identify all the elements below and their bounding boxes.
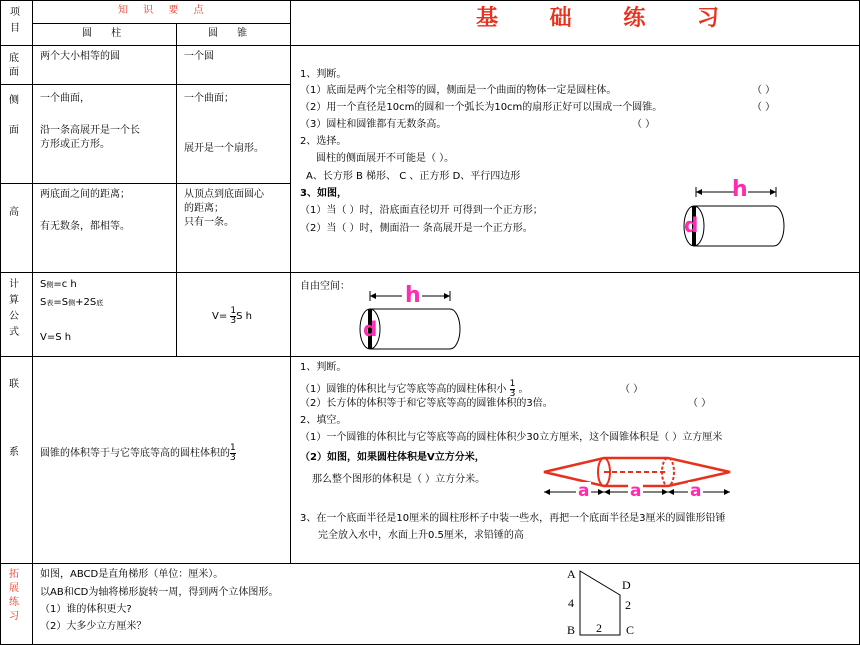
row-label-relation: 联 (9, 379, 19, 390)
side-cylinder-1: 一个曲面， (40, 93, 90, 104)
height-cone-3: 只有一条。 (184, 217, 234, 228)
p2-paren-2: （ ） (688, 398, 712, 409)
side-cone-1: 一个曲面； (184, 93, 234, 104)
row-label-extend: 拓 (9, 569, 19, 580)
base-cone: 一个圆 (184, 51, 214, 62)
header-cone: 圆 锥 (208, 28, 256, 39)
row-label-extend-2: 展 (9, 583, 19, 594)
row-label-height: 高 (9, 207, 19, 218)
height-cylinder-2: 有无数条，都相等。 (40, 221, 130, 232)
segment-a-2: a (630, 481, 642, 501)
vertex-b: B (567, 623, 576, 637)
p1-line-10: （2）当（ ）时，侧面沿一 条高展开是一个正方形。 (300, 223, 533, 234)
height-cone-1: 从顶点到底面圆心 (184, 189, 264, 200)
p1-line-3: （2）用一个直径是10cm的圆和一个弧长为10cm的扇形正好可以围成一个圆锥。 (300, 102, 663, 113)
p2-line-3: （2）长方体的体积等于和它等底等高的圆锥体积的3倍。 (300, 398, 553, 409)
row-label-base: 底 (9, 53, 19, 64)
p1-line-6: 圆柱的侧面展开不可能是（ ）。 (316, 153, 455, 164)
formula-total-area: S表=S侧+2S底 (40, 297, 104, 308)
relation-text: 圆锥的体积等于与它等底等高的圆柱体积的 $\frac{1}{3}$ (40, 442, 236, 463)
header-cylinder: 圆 柱 (82, 28, 130, 39)
practice-title: 基 础 练 习 (476, 6, 741, 31)
segment-a-1: a (578, 481, 590, 501)
header-item-label: 项 (10, 7, 20, 18)
p2-line-5: （1）一个圆锥的体积比与它等底等高的圆柱体积少30立方厘米，这个圆锥体积是（ ）立方厘米 (300, 432, 723, 443)
p2-line-9: 完全放入水中，水面上升0.5厘米，求铅锤的高 (318, 530, 524, 541)
row-label-extend-3: 练 (9, 597, 19, 608)
cylinder-height-label: h (732, 177, 748, 202)
p1-line-2: （1）底面是两个完全相等的圆，侧面是一个曲面的物体一定是圆柱体。 (300, 85, 617, 96)
row-label-formula: 计 (9, 279, 19, 290)
side-cd-length: 2 (625, 598, 631, 612)
row-label-formula-2: 算 (9, 295, 19, 306)
height-cone-2: 的距离； (184, 203, 224, 214)
row-label-relation-2: 系 (9, 447, 19, 458)
free-diameter-label: d (363, 317, 378, 341)
p1-paren-2: （ ） (752, 102, 776, 113)
header-item-label-2: 目 (10, 23, 20, 34)
base-cylinder: 两个大小相等的圆 (40, 51, 120, 62)
row-label-side: 侧 (9, 95, 19, 106)
vertex-c: C (626, 623, 635, 637)
formula-cone-volume: V= $\frac{1}{3}$ S h (212, 305, 253, 326)
p1-line-7: A、长方形 B 梯形、 C 、正方形 D、平行四边形 (306, 171, 521, 182)
side-cylinder-3: 方形或正方形。 (40, 139, 110, 150)
side-cylinder-2: 沿一条高展开是一个长 (40, 125, 140, 136)
vertex-d: D (622, 578, 631, 592)
vertex-a: A (567, 567, 576, 581)
row-label-extend-4: 习 (9, 611, 19, 622)
p2-paren-1: （ ） (620, 384, 644, 395)
p2-line-1: 1、判断。 (300, 362, 347, 373)
p1-line-1: 1、判断。 (300, 69, 347, 80)
row-label-formula-3: 公 (9, 311, 19, 322)
p1-paren-1: （ ） (752, 85, 776, 96)
p2-line-2: （1）圆锥的体积比与它等底等高的圆柱体积小 $\frac{1}{3}$ 。 (300, 378, 529, 399)
row-label-formula-4: 式 (9, 327, 19, 338)
header-knowledge: 知 识 要 点 (118, 5, 210, 16)
extend-line-1: 如图，ABCD是直角梯形（单位：厘米）。 (40, 569, 224, 580)
p1-line-5: 2、选择。 (300, 136, 347, 147)
free-height-label: h (405, 283, 421, 308)
formula-cylinder-volume: V=S h (40, 332, 72, 343)
extend-line-3: （1）谁的体积更大? (40, 604, 132, 615)
p2-line-7: 那么整个图形的体积是（ ）立方分米。 (312, 474, 486, 485)
cylinder-diameter-label: d (684, 213, 699, 237)
side-ab-length: 4 (568, 596, 574, 610)
free-space-label: 自由空间： (300, 281, 350, 292)
extend-line-4: （2）大多少立方厘米？ (40, 621, 147, 632)
p1-line-4: （3）圆柱和圆锥都有无数条高。 (300, 119, 447, 130)
p1-paren-3: （ ） (632, 119, 656, 130)
row-label-base-2: 面 (9, 67, 19, 78)
side-bc-length: 2 (596, 621, 602, 635)
row-label-side-2: 面 (9, 125, 19, 136)
formula-side-area: S侧=c h (40, 279, 77, 290)
p2-line-4: 2、填空。 (300, 415, 347, 426)
segment-a-3: a (690, 481, 702, 501)
side-cone-2: 展开是一个扇形。 (184, 143, 264, 154)
p2-line-6: （2）如图，如果圆柱体积是V立方分米， (300, 452, 485, 463)
p1-line-8: 3、如图， (300, 188, 347, 199)
p2-line-8: 3、在一个底面半径是10厘米的圆柱形杯子中装一些水，再把一个底面半径是3厘米的圆锥形铅锤 (300, 513, 726, 524)
extend-line-2: 以AB和CD为轴将梯形旋转一周，得到两个立体图形。 (40, 587, 279, 598)
p1-line-9: （1）当（ ）时，沿底面直径切开 可得到一个正方形； (300, 205, 543, 216)
height-cylinder-1: 两底面之间的距离； (40, 189, 130, 200)
